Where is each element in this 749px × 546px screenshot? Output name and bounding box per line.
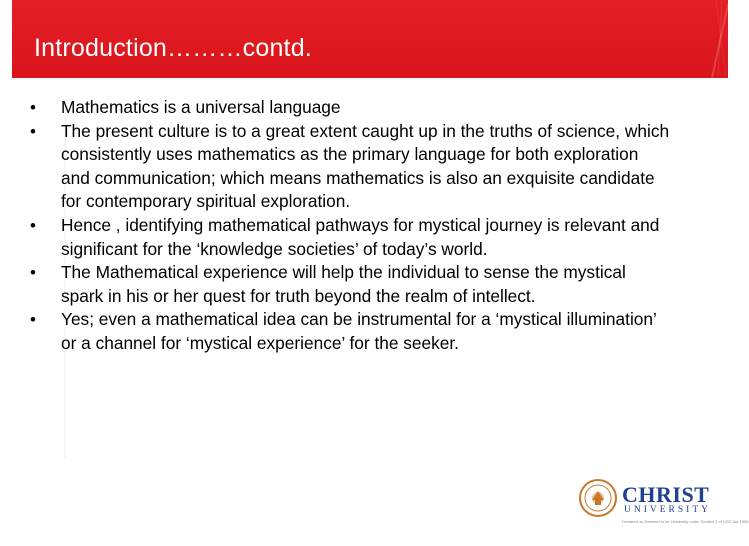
bullet-text: The present culture is to a great extent caught up in the truths of science, which consistently uses mathematics as the primary language for both exploration and communication; which means mathematics is also an exquisite candidate for contemporary spiritual exploration.: [61, 120, 670, 212]
bullet-icon: •: [30, 215, 36, 235]
bullet-icon: •: [30, 98, 36, 117]
bullet-text: Mathematics is a universal language: [61, 97, 341, 117]
title-bar: [12, 0, 728, 78]
bullet-item: [30, 214, 670, 261]
bullet-icon: •: [30, 263, 36, 283]
slide-title: Introduction………contd.: [34, 34, 312, 62]
logo-name: CHRIST: [622, 482, 710, 507]
bullet-text: The Mathematical experience will help the individual to sense the mystical spark in his or her quest for truth beyond the realm of intellect.: [61, 262, 626, 306]
bullet-item: [30, 120, 670, 214]
christ-university-logo: [578, 478, 749, 528]
logo-subtitle: UNIVERSITY: [624, 505, 711, 515]
bullet-text: Hence , identifying mathematical pathways for mystical journey is relevant and significant for the ‘knowledge societies’ of today’s world.: [61, 214, 660, 259]
bullet-list: [30, 96, 670, 356]
bullet-icon: •: [30, 310, 36, 330]
title-bar-stripe-decoration: [688, 0, 728, 78]
bullet-text: Yes; even a mathematical idea can be instrumental for a ‘mystical illumination’ or a channel for ‘mystical experience’ for the seeker.: [61, 309, 657, 353]
university-seal-icon: [578, 478, 618, 518]
bullet-icon: •: [30, 121, 36, 141]
logo-fineprint: Declared as Deemed to be University under Section 3 of UGC Act 1956: [622, 519, 749, 524]
bullet-item: [30, 261, 670, 308]
bullet-item: [30, 96, 670, 120]
bullet-item: [30, 308, 670, 355]
